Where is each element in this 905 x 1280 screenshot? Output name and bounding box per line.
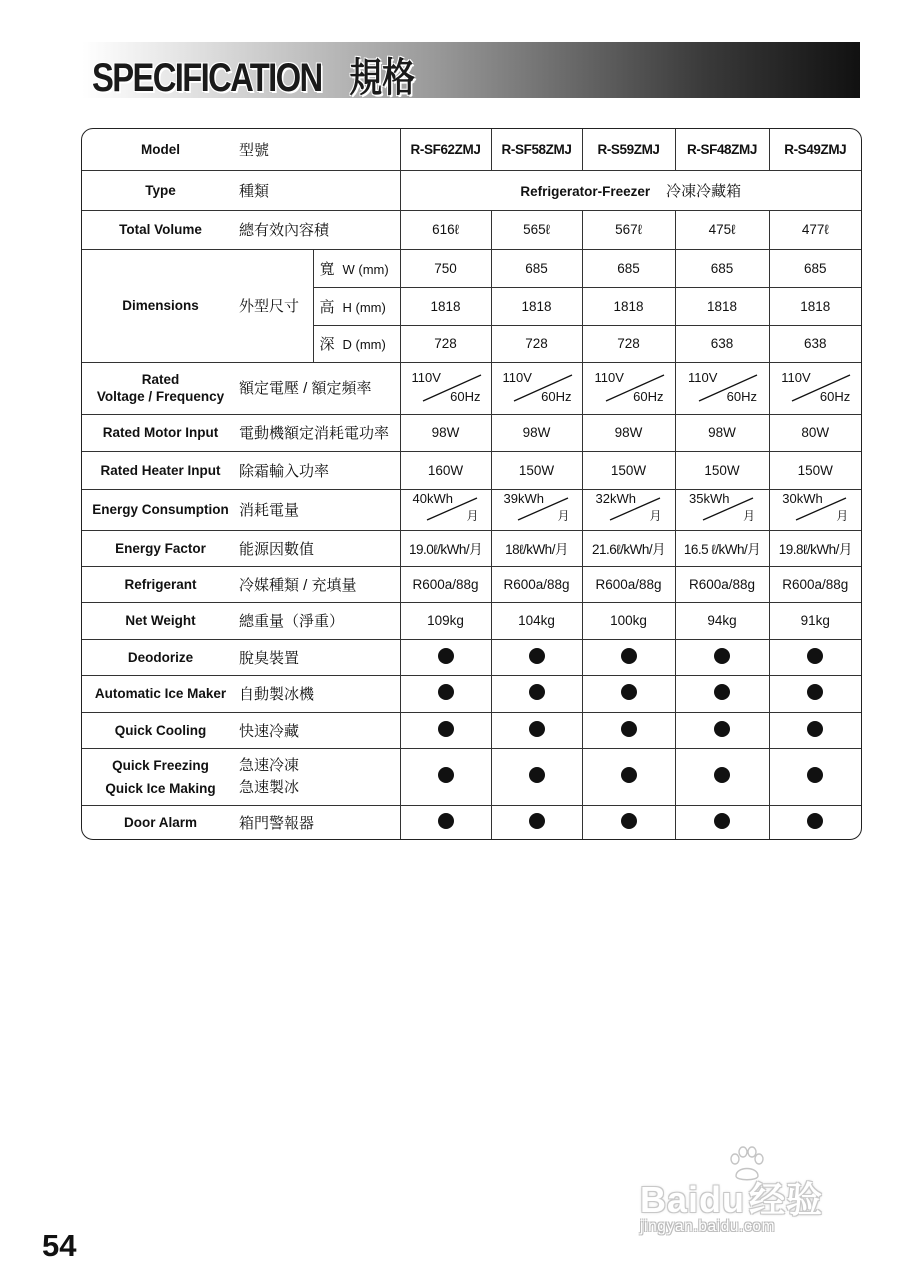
label-zh: 自動製冰機: [239, 686, 315, 703]
type-value: [400, 170, 861, 210]
label-quick-freezing: Quick Freezing Quick Ice Making 急速冷凍 急速製冰: [82, 748, 400, 805]
feature-dot-icon: [529, 648, 545, 664]
feature-cell: [769, 639, 861, 675]
feature-cell: [400, 805, 491, 840]
heater-value: 150W: [675, 451, 769, 489]
feature-cell: [675, 712, 769, 748]
baidu-watermark: [640, 1150, 865, 1250]
dim-height-label: 高 H (mm): [313, 287, 400, 325]
spec-table: [82, 129, 861, 840]
row-deodorize: [82, 639, 861, 675]
label-total-volume: [82, 210, 400, 249]
label-zh: 電動機額定消耗電功率: [239, 425, 390, 442]
energy-factor-value: 16.5 ℓ/kWh/月: [675, 530, 769, 566]
energy-cell: 30kWh 月: [769, 489, 861, 530]
model-name: R-SF62ZMJ: [400, 129, 491, 170]
voltage-cell: 110V 60Hz: [582, 362, 675, 414]
label-quick-cooling: [82, 712, 400, 748]
feature-dot-icon: [529, 684, 545, 700]
feature-cell: [675, 748, 769, 805]
label-zh: 除霜輸入功率: [239, 462, 330, 480]
voltage-cell: 110V 60Hz: [400, 362, 491, 414]
dim-value: 685: [582, 249, 675, 287]
voltage-cell: 110V 60Hz: [675, 362, 769, 414]
row-total-volume: [82, 210, 861, 249]
heater-value: 150W: [491, 451, 582, 489]
feature-dot-icon: [714, 648, 730, 664]
row-rated-motor-input: [82, 414, 861, 451]
label-en: Dimensions: [122, 298, 199, 313]
dim-value: 638: [769, 325, 861, 362]
type-zh: 冷凍冷藏箱: [666, 182, 742, 200]
label-en: Deodorize: [127, 649, 194, 665]
motor-value: 98W: [491, 414, 582, 451]
feature-cell: [675, 675, 769, 712]
label-en: Refrigerant: [124, 576, 197, 592]
label-en: Automatic Ice Maker: [94, 686, 227, 701]
feature-dot-icon: [807, 721, 823, 737]
feature-cell: [582, 639, 675, 675]
feature-cell: [400, 748, 491, 805]
type-en: Refrigerator-Freezer: [520, 183, 651, 199]
energy-cell: 39kWh 月: [491, 489, 582, 530]
feature-dot-icon: [807, 767, 823, 783]
feature-cell: [491, 712, 582, 748]
feature-dot-icon: [807, 648, 823, 664]
volume-value: 616ℓ: [400, 210, 491, 249]
row-energy-factor: [82, 530, 861, 566]
label-energy-consumption: [82, 489, 400, 530]
dim-value: 728: [582, 325, 675, 362]
voltage-cell: 110V 60Hz: [769, 362, 861, 414]
label-en: Net Weight: [125, 613, 196, 628]
label-zh: 總有效內容積: [239, 222, 330, 239]
dim-value: 728: [400, 325, 491, 362]
feature-cell: [582, 748, 675, 805]
feature-dot-icon: [621, 648, 637, 664]
label-rated-voltage: Rated Voltage / Frequency 額定電壓 / 額定頻率: [82, 362, 400, 414]
energy-factor-value: 19.8ℓ/kWh/月: [769, 530, 861, 566]
feature-cell: [582, 805, 675, 840]
label-en: Rated Heater Input: [100, 462, 221, 478]
dim-value: 1818: [400, 287, 491, 325]
label-type: [82, 170, 400, 210]
label-door-alarm: [82, 805, 400, 840]
feature-dot-icon: [438, 721, 454, 737]
feature-cell: [400, 639, 491, 675]
feature-cell: [400, 675, 491, 712]
heater-value: 150W: [769, 451, 861, 489]
label-zh: 脫臭裝置: [239, 649, 300, 667]
label-model: [82, 129, 400, 170]
refrigerant-value: R600a/88g: [491, 566, 582, 602]
label-en: Rated Motor Input: [102, 425, 219, 440]
label-refrigerant: [82, 566, 400, 602]
header-banner: [82, 42, 860, 98]
feature-cell: [582, 675, 675, 712]
label-zh: 消耗電量: [239, 502, 300, 519]
weight-value: 104kg: [491, 602, 582, 639]
dim-value: 1818: [582, 287, 675, 325]
label-zh: 冷媒種類 / 充填量: [239, 576, 357, 594]
dim-depth-label: 深 D (mm): [313, 325, 400, 362]
dim-value: 1818: [769, 287, 861, 325]
dim-value: 1818: [675, 287, 769, 325]
feature-dot-icon: [807, 684, 823, 700]
feature-cell: [582, 712, 675, 748]
feature-cell: [491, 748, 582, 805]
watermark-url: jingyan.baidu.com: [640, 1218, 776, 1235]
dim-value: 685: [769, 249, 861, 287]
feature-dot-icon: [621, 767, 637, 783]
label-zh: 總重量（淨重）: [239, 613, 345, 630]
row-energy-consumption: [82, 489, 861, 530]
energy-cell: 40kWh 月: [400, 489, 491, 530]
label-rated-heater-input: [82, 451, 400, 489]
weight-value: 94kg: [675, 602, 769, 639]
label-zh: 快速冷藏: [239, 722, 300, 740]
title-zh: 規格: [349, 56, 416, 100]
title-en: SPECIFICATION: [92, 56, 322, 100]
label-en: Energy Factor: [115, 540, 206, 556]
dim-value: 1818: [491, 287, 582, 325]
weight-value: 100kg: [582, 602, 675, 639]
label-energy-factor: [82, 530, 400, 566]
motor-value: 98W: [675, 414, 769, 451]
feature-dot-icon: [529, 767, 545, 783]
row-refrigerant: [82, 566, 861, 602]
refrigerant-value: R600a/88g: [769, 566, 861, 602]
volume-value: 567ℓ: [582, 210, 675, 249]
dim-width-label: 寬 W (mm): [313, 249, 400, 287]
feature-dot-icon: [438, 648, 454, 664]
row-model: [82, 129, 861, 170]
row-rated-voltage: [82, 362, 861, 414]
feature-cell: [491, 675, 582, 712]
label-dimensions: [82, 249, 313, 362]
dim-value: 750: [400, 249, 491, 287]
watermark-logo: Baidu 经验: [640, 1179, 824, 1220]
voltage-cell: 110V 60Hz: [491, 362, 582, 414]
motor-value: 98W: [400, 414, 491, 451]
feature-cell: [769, 748, 861, 805]
spec-table-frame: [81, 128, 862, 840]
feature-cell: [400, 712, 491, 748]
weight-value: 91kg: [769, 602, 861, 639]
label-rated-motor-input: [82, 414, 400, 451]
energy-cell: 32kWh 月: [582, 489, 675, 530]
refrigerant-value: R600a/88g: [582, 566, 675, 602]
dim-value: 728: [491, 325, 582, 362]
label-zh: 種類: [239, 182, 270, 200]
row-type: [82, 170, 861, 210]
model-name: R-SF48ZMJ: [675, 129, 769, 170]
volume-value: 477ℓ: [769, 210, 861, 249]
feature-cell: [491, 805, 582, 840]
motor-value: 80W: [769, 414, 861, 451]
energy-factor-value: 21.6ℓ/kWh/月: [582, 530, 675, 566]
feature-dot-icon: [621, 721, 637, 737]
feature-dot-icon: [714, 767, 730, 783]
feature-dot-icon: [438, 684, 454, 700]
model-name: R-S49ZMJ: [769, 129, 861, 170]
motor-value: 98W: [582, 414, 675, 451]
feature-cell: [675, 805, 769, 840]
label-en: Quick Cooling: [114, 722, 207, 738]
feature-dot-icon: [714, 684, 730, 700]
dim-value: 685: [491, 249, 582, 287]
weight-value: 109kg: [400, 602, 491, 639]
feature-cell: [675, 639, 769, 675]
row-automatic-ice-maker: [82, 675, 861, 712]
energy-factor-value: 18ℓ/kWh/月: [491, 530, 582, 566]
row-dimensions-width: [82, 249, 861, 287]
label-zh: 型號: [239, 141, 270, 159]
refrigerant-value: R600a/88g: [400, 566, 491, 602]
feature-dot-icon: [529, 721, 545, 737]
heater-value: 160W: [400, 451, 491, 489]
label-zh: 額定電壓 / 額定頻率: [239, 379, 372, 397]
feature-dot-icon: [438, 767, 454, 783]
model-name: R-S59ZMJ: [582, 129, 675, 170]
feature-cell: [491, 639, 582, 675]
row-net-weight: [82, 602, 861, 639]
energy-cell: 35kWh 月: [675, 489, 769, 530]
row-rated-heater-input: [82, 451, 861, 489]
feature-dot-icon: [529, 813, 545, 829]
energy-factor-value: 19.0ℓ/kWh/月: [400, 530, 491, 566]
dim-value: 638: [675, 325, 769, 362]
page-title: [92, 46, 415, 103]
feature-dot-icon: [621, 684, 637, 700]
row-quick-cooling: [82, 712, 861, 748]
feature-cell: [769, 675, 861, 712]
label-en: Door Alarm: [123, 815, 197, 831]
label-en: Model: [141, 141, 180, 157]
row-quick-freezing: [82, 748, 861, 805]
label-en: Type: [145, 182, 176, 198]
feature-dot-icon: [621, 813, 637, 829]
heater-value: 150W: [582, 451, 675, 489]
label-net-weight: [82, 602, 400, 639]
row-door-alarm: [82, 805, 861, 840]
model-name: R-SF58ZMJ: [491, 129, 582, 170]
feature-dot-icon: [807, 813, 823, 829]
feature-dot-icon: [714, 813, 730, 829]
feature-dot-icon: [714, 721, 730, 737]
label-deodorize: [82, 639, 400, 675]
feature-dot-icon: [438, 813, 454, 829]
feature-cell: [769, 712, 861, 748]
feature-cell: [769, 805, 861, 840]
dim-value: 685: [675, 249, 769, 287]
refrigerant-value: R600a/88g: [675, 566, 769, 602]
volume-value: 565ℓ: [491, 210, 582, 249]
label-en: Energy Consumption: [92, 502, 229, 517]
label-en: Total Volume: [119, 222, 202, 237]
label-zh: 外型尺寸: [239, 298, 300, 315]
label-automatic-ice-maker: [82, 675, 400, 712]
page-number: 54: [42, 1228, 77, 1263]
label-zh: 能源因數值: [239, 540, 315, 558]
label-zh: 箱門警報器: [239, 815, 315, 833]
volume-value: 475ℓ: [675, 210, 769, 249]
